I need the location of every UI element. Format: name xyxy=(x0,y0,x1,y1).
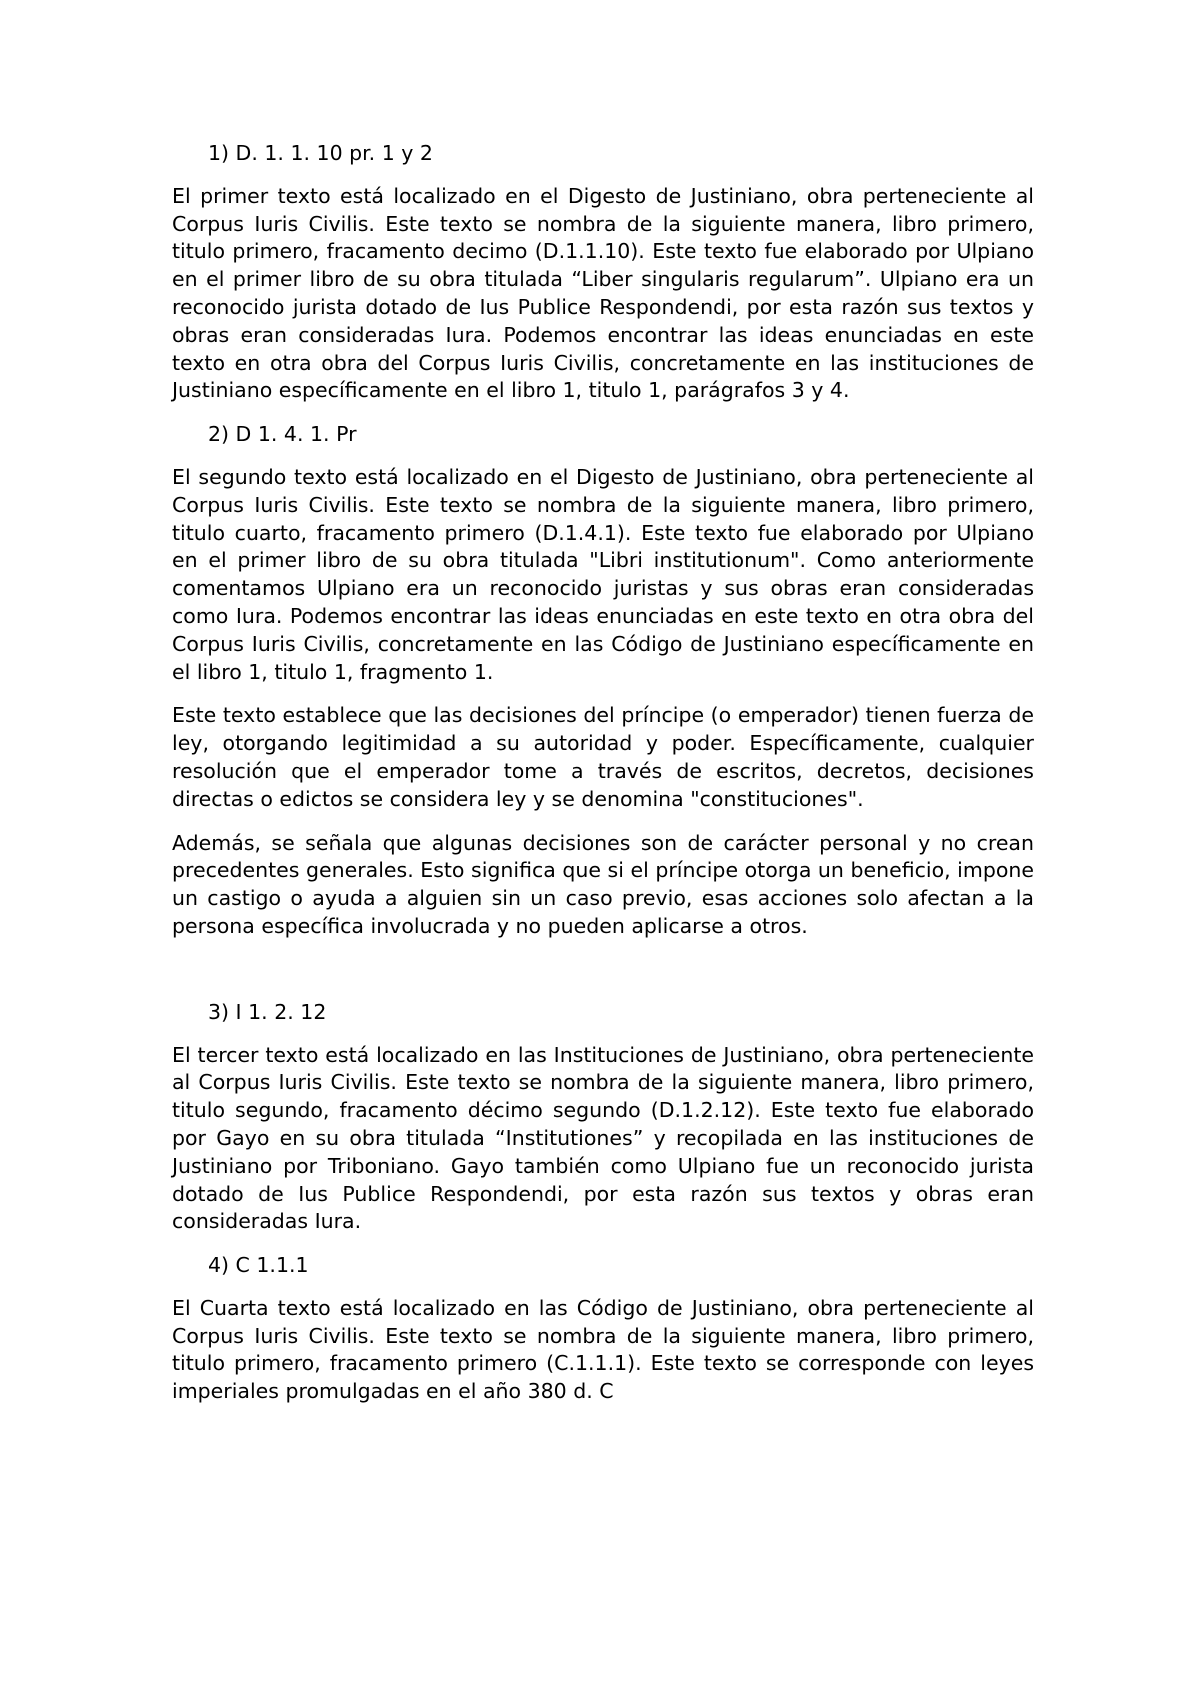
section-4-paragraph-1: El Cuarta texto está localizado en las Código de Justiniano, obra perteneciente al Corpus Iuris Civilis. Este texto se nombra de la siguiente manera, libro primero, titulo primero, fracamento primero (C.1.1.1). Este texto se corresponde con leyes imperiales promulgadas en el año 380 d. C xyxy=(172,1295,1034,1404)
blank-line xyxy=(172,957,1034,999)
section-3-paragraph-1: El tercer texto está localizado en las Instituciones de Justiniano, obra perteneciente al Corpus Iuris Civilis. Este texto se nombra de la siguiente manera, libro primero, titulo segundo, fracamento décimo segundo (D.1.2.12). Este texto fue elaborado por Gayo en su obra titulada “Institutiones” y recopilada en las instituciones de Justiniano por Triboniano. Gayo también como Ulpiano fue un reconocido jurista dotado de Ius Publice Respondendi, por esta razón sus textos y obras eran consideradas Iura. xyxy=(172,1042,1034,1234)
section-2-paragraph-1: El segundo texto está localizado en el Digesto de Justiniano, obra perteneciente al Corpus Iuris Civilis. Este texto se nombra de la siguiente manera, libro primero, titulo cuarto, fracamento primero (D.1.4.1). Este texto fue elaborado por Ulpiano en el primer libro de su obra titulada "Libri institutionum". Como anteriormente comentamos Ulpiano era un reconocido juristas y sus obras eran consideradas como Iura. Podemos encontrar las ideas enunciadas en este texto en otra obra del Corpus Iuris Civilis, concretamente en las Código de Justiniano específicamente en el libro 1, titulo 1, fragmento 1. xyxy=(172,464,1034,684)
document-body xyxy=(172,140,1034,1422)
section-heading-3: 3) I 1. 2. 12 xyxy=(208,999,327,1024)
section-heading-1: 1) D. 1. 1. 10 pr. 1 y 2 xyxy=(208,141,433,165)
section-heading-2: 2) D 1. 4. 1. Pr xyxy=(208,422,357,447)
section-2-paragraph-2: Este texto establece que las decisiones del príncipe (o emperador) tienen fuerza de ley, otorgando legitimidad a su autoridad y poder. Específicamente, cualquier resolución que el emperador tome a través de escritos, decretos, decisiones directas o edictos se considera ley y se denomina "constituciones". xyxy=(172,703,1034,811)
section-1-paragraph-1: El primer texto está localizado en el Digesto de Justiniano, obra perteneciente al Corpus Iuris Civilis. Este texto se nombra de la siguiente manera, libro primero, titulo primero, fracamento decimo (D.1.1.10). Este texto fue elaborado por Ulpiano en el primer libro de su obra titulada “Liber singularis regularum”. Ulpiano era un reconocido jurista dotado de Ius Publice Respondendi, por esta razón sus textos y obras eran consideradas Iura. Podemos encontrar las ideas enunciadas en este texto en otra obra del Corpus Iuris Civilis, concretamente en las instituciones de Justiniano específicamente en el libro 1, titulo 1, parágrafos 3 y 4. xyxy=(172,183,1034,403)
section-2-paragraph-3: Además, se señala que algunas decisiones son de carácter personal y no crean precedentes generales. Esto significa que si el príncipe otorga un beneficio, impone un castigo o ayuda a alguien sin un caso previo, esas acciones solo afectan a la persona específica involucrada y no pueden aplicarse a otros. xyxy=(172,830,1034,938)
section-heading-4: 4) C 1.1.1 xyxy=(208,1253,309,1278)
